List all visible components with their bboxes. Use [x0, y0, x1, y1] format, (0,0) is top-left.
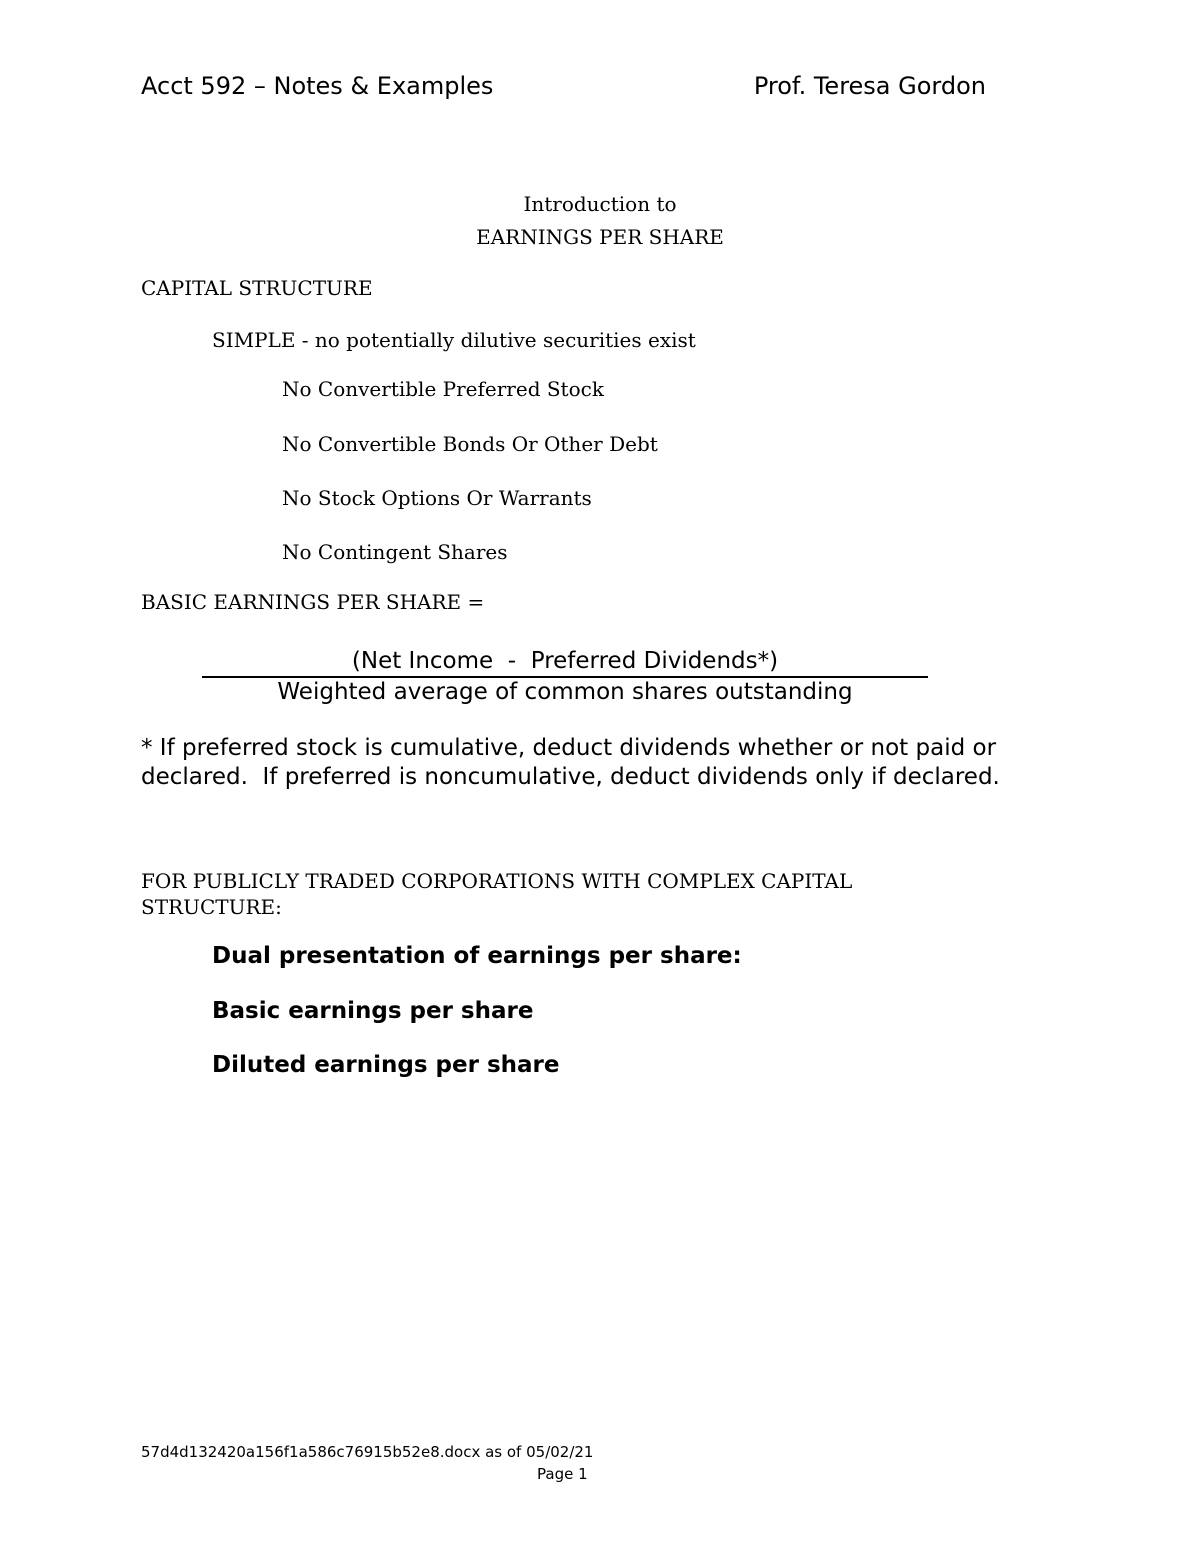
footer-page-number: Page 1: [537, 1465, 588, 1483]
complex-item-3: Diluted earnings per share: [212, 1052, 560, 1078]
eps-formula-numerator: (Net Income - Preferred Dividends*): [202, 648, 928, 678]
title-line-1: Introduction to: [523, 192, 677, 216]
preferred-dividends-footnote: * If preferred stock is cumulative, deduct dividends whether or not paid or declared. If preferred is noncumulative, deduct dividends only if declared.: [141, 735, 1004, 790]
complex-item-2: Basic earnings per share: [212, 998, 534, 1024]
basic-eps-heading: BASIC EARNINGS PER SHARE =: [141, 590, 485, 614]
footer-file-info: 57d4d132420a156f1a586c76915b52e8.docx as of 05/02/21: [141, 1443, 594, 1461]
capital-structure-heading: CAPITAL STRUCTURE: [141, 276, 373, 300]
simple-structure-text: SIMPLE - no potentially dilutive securities exist: [212, 328, 696, 352]
simple-item-2: No Convertible Bonds Or Other Debt: [282, 432, 658, 456]
simple-item-4: No Contingent Shares: [282, 540, 508, 564]
eps-formula: [202, 648, 928, 706]
title-line-2: EARNINGS PER SHARE: [476, 225, 724, 249]
complex-structure-heading: FOR PUBLICLY TRADED CORPORATIONS WITH COMPLEX CAPITAL STRUCTURE:: [141, 869, 853, 919]
eps-formula-denominator: Weighted average of common shares outstanding: [277, 679, 853, 705]
header-course: Acct 592 – Notes & Examples: [141, 72, 494, 100]
header-professor: Prof. Teresa Gordon: [753, 72, 986, 100]
complex-item-1: Dual presentation of earnings per share:: [212, 943, 742, 969]
simple-item-1: No Convertible Preferred Stock: [282, 377, 604, 401]
simple-item-3: No Stock Options Or Warrants: [282, 486, 592, 510]
